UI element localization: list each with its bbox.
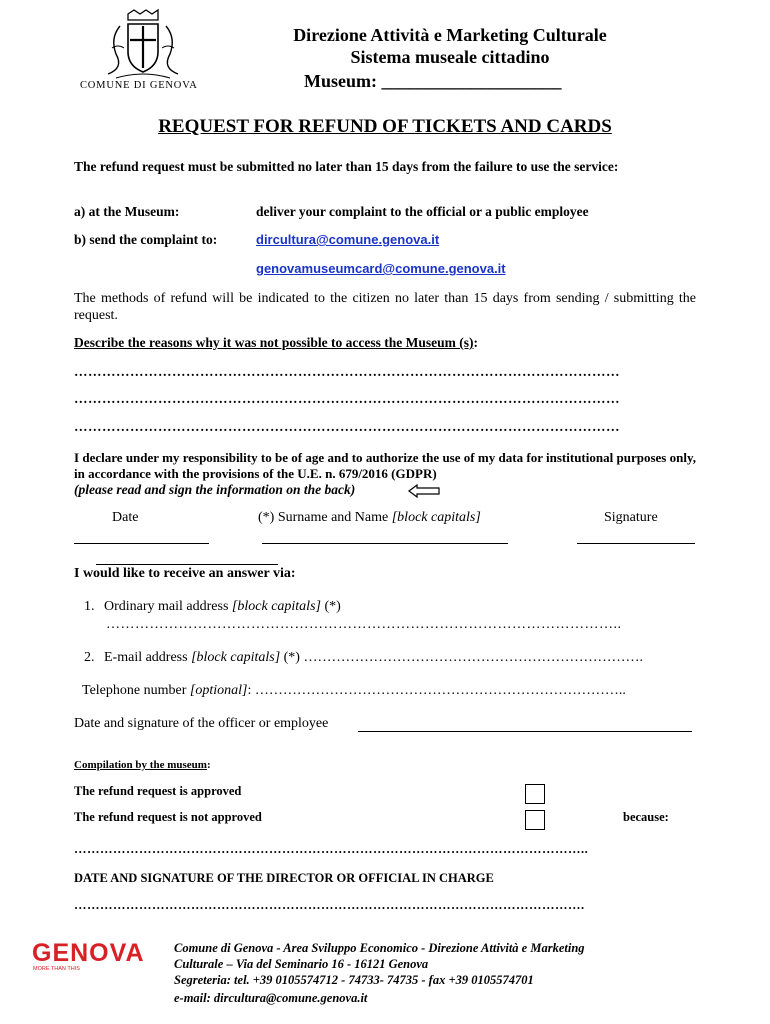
- footer-line-2: Culturale – Via del Seminario 16 - 16121 Genova: [174, 957, 429, 971]
- extra-signature-field[interactable]: [96, 564, 278, 565]
- surname-name-field[interactable]: [262, 543, 508, 544]
- because-field[interactable]: ………………………………………………………………………………………………………..: [74, 842, 589, 856]
- signature-field[interactable]: [577, 543, 695, 544]
- email-italic: [block capitals]: [191, 650, 281, 665]
- answer-heading: I would like to receive an answer via:: [74, 566, 296, 581]
- approved-label: The refund request is approved: [74, 784, 242, 798]
- email-number: 2.: [84, 650, 95, 665]
- mail-number: 1.: [84, 599, 95, 614]
- mail-italic: [block capitals]: [231, 599, 321, 614]
- mail-suffix: (*): [320, 599, 341, 614]
- header-system: Sistema museale cittadino: [350, 47, 550, 67]
- approved-checkbox[interactable]: [525, 784, 545, 804]
- footer-line-4: e-mail: dircultura@comune.genova.it: [174, 991, 368, 1005]
- telephone-label: Telephone number: [82, 683, 190, 698]
- option-a-text: deliver your complaint to the official or a public employee: [256, 204, 589, 219]
- date-field[interactable]: [74, 543, 209, 544]
- email-link-museumcard[interactable]: genovamuseumcard@comune.genova.it: [256, 261, 506, 276]
- officer-label: Date and signature of the officer or employee: [74, 716, 329, 731]
- header-museum-field: Museum: ____________________: [304, 71, 562, 91]
- read-sign-note: [74, 482, 355, 498]
- document-title: REQUEST FOR REFUND OF TICKETS AND CARDS: [158, 116, 612, 137]
- email-link-dircultura[interactable]: dircultura@comune.genova.it: [256, 232, 440, 247]
- officer-field[interactable]: [358, 731, 692, 732]
- coat-of-arms-logo: [98, 8, 188, 80]
- left-arrow-icon: [408, 484, 440, 503]
- email-address-item[interactable]: [84, 650, 643, 666]
- museum-compilation-text: Compilation by the museum: [74, 759, 207, 771]
- footer-line-3: Segreteria: tel. +39 0105574712 - 74733- 74735 - fax +39 0105574701: [174, 973, 534, 987]
- signature-label: Signature: [604, 510, 658, 525]
- email-suffix: (*) ……………………………………………………………….: [280, 650, 643, 665]
- intro-text: The refund request must be submitted no later than 15 days from the failure to use the service:: [74, 159, 619, 174]
- footer-line-1: Comune di Genova - Area Sviluppo Economico - Direzione Attività e Marketing: [174, 941, 585, 955]
- director-label: DATE AND SIGNATURE OF THE DIRECTOR OR OFFICIAL IN CHARGE: [74, 871, 494, 885]
- methods-text: The methods of refund will be indicated to the citizen no later than 15 days from sending / submitting the request.: [74, 291, 696, 323]
- mail-address-field[interactable]: ……………………………………………………………………………………………..: [106, 617, 622, 632]
- telephone-item[interactable]: [82, 683, 626, 699]
- reasons-heading: [74, 335, 478, 351]
- not-approved-checkbox[interactable]: [525, 810, 545, 830]
- option-b-label: b) send the complaint to:: [74, 232, 218, 247]
- reasons-line-2[interactable]: ………………………………………………………………………………………………………: [74, 391, 620, 406]
- org-caption: COMUNE DI GENOVA: [80, 80, 198, 91]
- surname-name-italic: [block capitals]: [391, 510, 481, 525]
- reasons-heading-colon: :: [473, 335, 478, 350]
- email-label: E-mail address: [104, 650, 192, 665]
- reasons-line-1[interactable]: ………………………………………………………………………………………………………: [74, 364, 620, 379]
- reasons-heading-text: Describe the reasons why it was not possible to access the Museum (s): [74, 335, 474, 350]
- date-label: Date: [112, 510, 139, 525]
- mail-address-item: [84, 599, 341, 615]
- genova-logo: GENOVA: [32, 939, 145, 967]
- director-field[interactable]: ……………………………………………………………………………………………………….: [74, 898, 585, 912]
- telephone-italic: [optional]: [189, 683, 248, 698]
- header-department: Direzione Attività e Marketing Culturale: [293, 25, 607, 45]
- read-sign-text: (please read and sign the information on the back): [74, 482, 356, 497]
- reasons-line-3[interactable]: ………………………………………………………………………………………………………: [74, 419, 620, 434]
- surname-name-text: (*) Surname and Name: [258, 510, 392, 525]
- museum-compilation-colon: :: [206, 759, 211, 771]
- telephone-suffix: : ……………………………………………………………………..: [247, 683, 626, 698]
- museum-compilation-heading: [74, 759, 211, 771]
- surname-name-label: [258, 510, 481, 526]
- option-a-label: a) at the Museum:: [74, 204, 180, 219]
- genova-logo-tagline: MORE THAN THIS: [33, 966, 80, 972]
- not-approved-label: The refund request is not approved: [74, 810, 262, 824]
- mail-label: Ordinary mail address: [104, 599, 232, 614]
- because-label: because:: [623, 810, 669, 824]
- declaration-text: I declare under my responsibility to be of age and to authorize the use of my data for institutional purposes only, in accordance with the provisions of the U.E. n. 679/2016 (GDPR): [74, 450, 696, 481]
